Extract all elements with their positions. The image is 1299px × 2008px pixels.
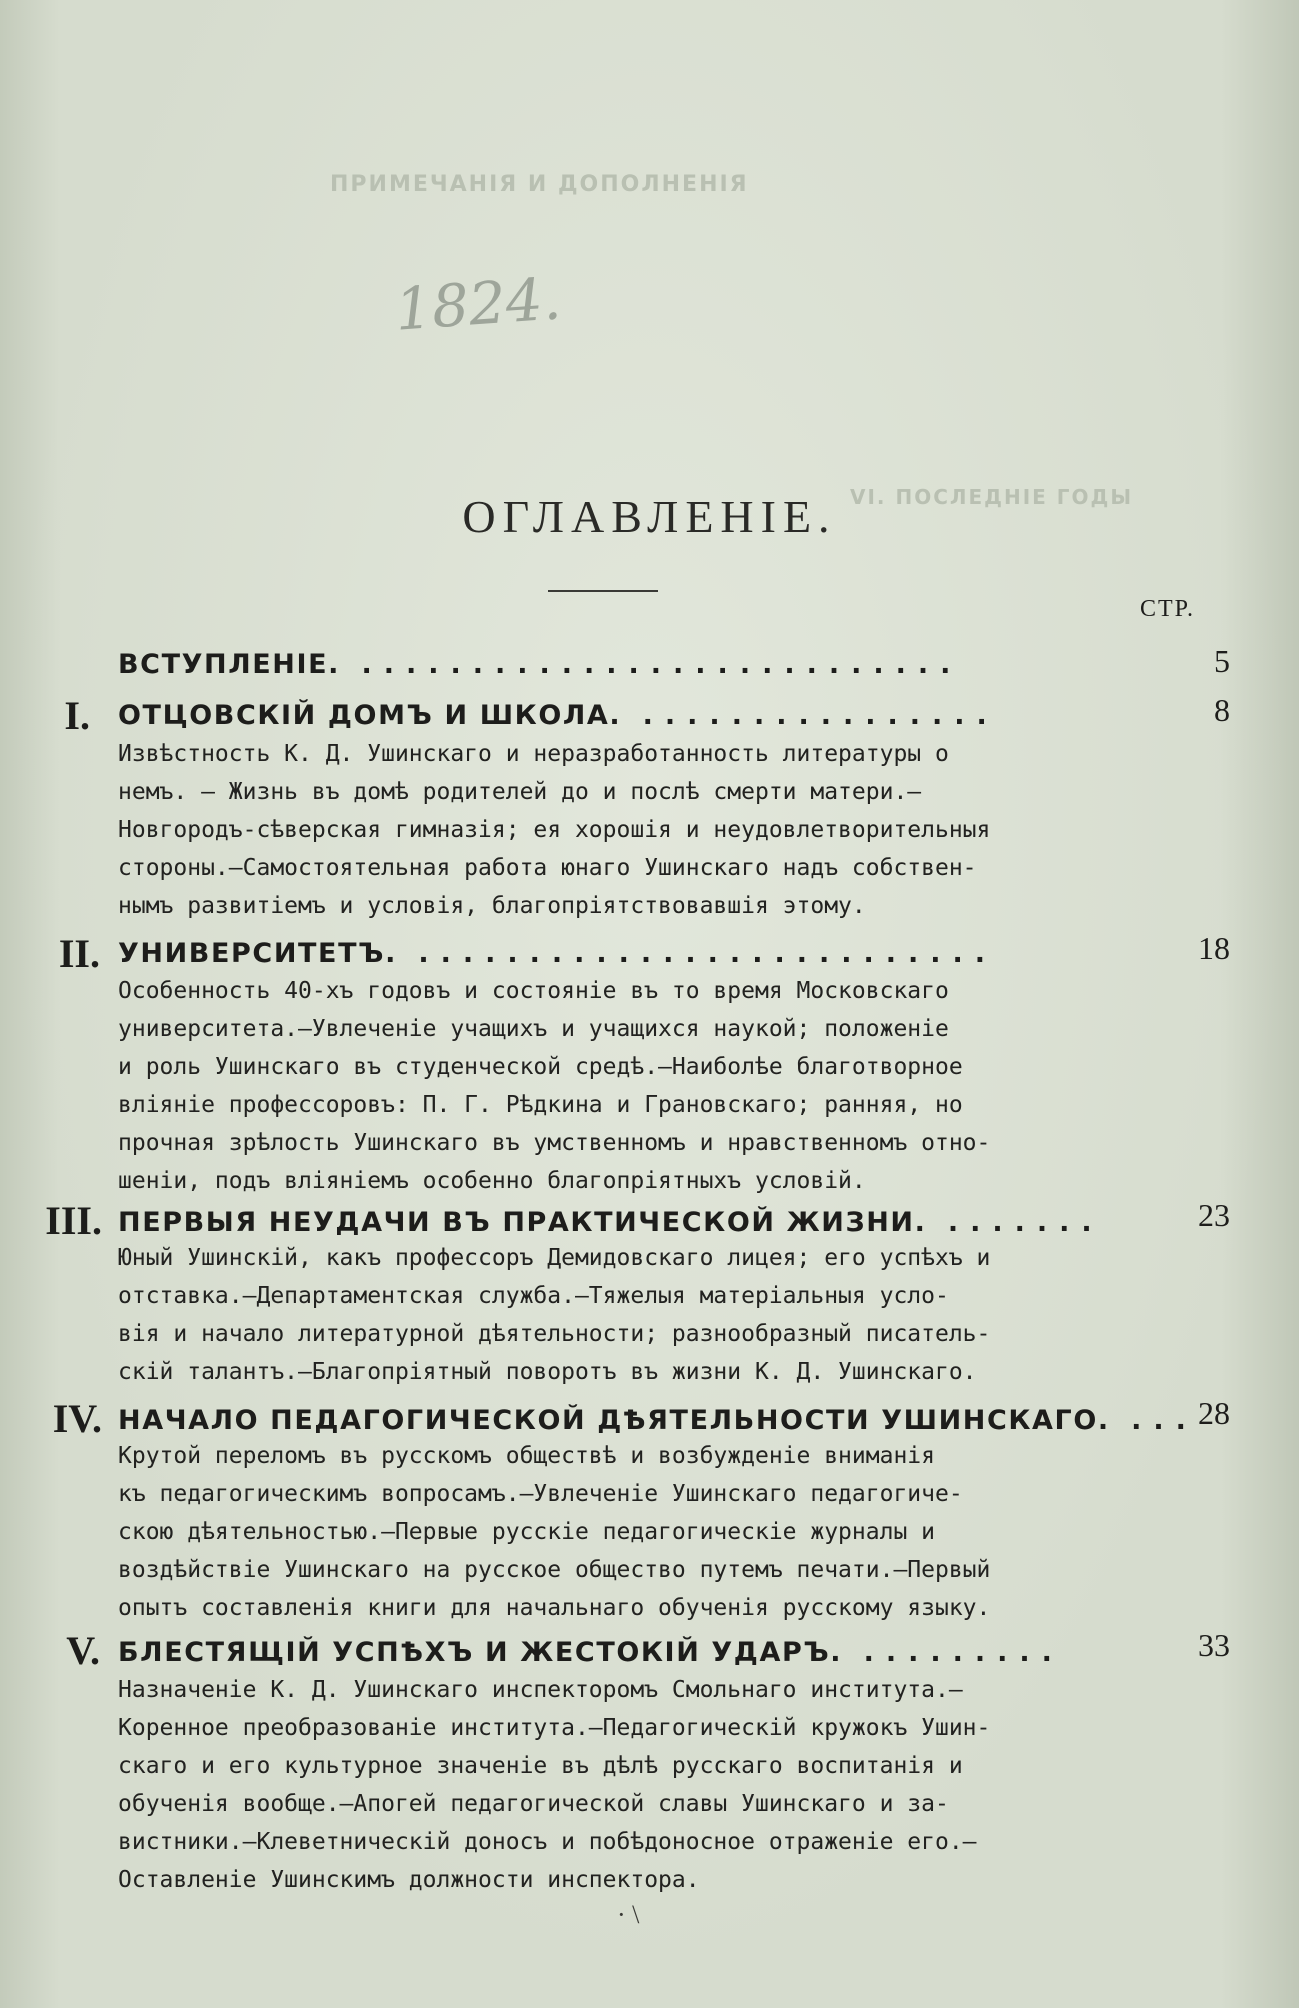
bleed-through-text-2: VI. ПОСЛЕДНІЕ ГОДЫ: [850, 485, 1134, 509]
chapter-heading: ПЕРВЫЯ НЕУДАЧИ ВЪ ПРАКТИЧЕСКОЙ ЖИЗНИ. .......: [118, 1207, 1104, 1238]
chapter-numeral: II.: [58, 931, 100, 976]
chapter-page-number: 18: [1198, 930, 1230, 966]
description-line: университета.—Увлеченіе учащихъ и учащихся наукой; положеніе: [118, 1016, 949, 1042]
description-line: скій талантъ.—Благопріятный поворотъ въ жизни К. Д. Ушинскаго.: [118, 1359, 977, 1385]
description-line: скою дѣятельностью.—Первые русскіе педагогическіе журналы и: [118, 1519, 935, 1545]
chapter-heading-text: ПЕРВЫЯ НЕУДАЧИ ВЪ ПРАКТИЧЕСКОЙ ЖИЗНИ.: [118, 1207, 927, 1238]
footer-mark: · \: [617, 1900, 640, 1929]
chapter-description: [118, 972, 1148, 1200]
chapter-numeral: III.: [45, 1198, 102, 1243]
chapter-heading: УНИВЕРСИТЕТЪ. ..........................: [118, 938, 998, 969]
chapter-description: [118, 1671, 1148, 1899]
description-line: прочная зрѣлость Ушинскаго въ умственномъ и нравственномъ отно-: [118, 1130, 991, 1156]
description-line: Коренное преобразованіе института.—Педагогическій кружокъ Ушин-: [118, 1715, 991, 1741]
description-line: нымъ развитіемъ и условія, благопріятствовавшія этому.: [118, 893, 866, 919]
chapter-heading-text: УНИВЕРСИТЕТЪ.: [118, 938, 397, 969]
bleed-through-text-1: ПРИМЕЧАНІЯ И ДОПОЛНЕНІЯ: [330, 172, 749, 197]
description-line: и роль Ушинскаго въ студенческой средѣ.—Наиболѣе благотворное: [118, 1054, 963, 1080]
chapter-heading-text: ОТЦОВСКІЙ ДОМЪ И ШКОЛА.: [118, 700, 622, 731]
description-line: Назначеніе К. Д. Ушинскаго инспекторомъ Смольнаго института.—: [118, 1677, 963, 1703]
description-line: стороны.—Самостоятельная работа юнаго Ушинскаго надъ собствен-: [118, 855, 977, 881]
description-line: къ педагогическимъ вопросамъ.—Увлеченіе Ушинскаго педагогиче-: [118, 1481, 963, 1507]
page-title: ОГЛАВЛЕНІЕ.: [462, 491, 837, 542]
description-line: Крутой переломъ въ русскомъ обществѣ и возбужденіе вниманія: [118, 1443, 935, 1469]
chapter-page-number: 28: [1198, 1395, 1230, 1431]
intro-page-number: 5: [1214, 643, 1230, 679]
intro-heading: ВСТУПЛЕНІЕ. ...........................: [118, 649, 963, 680]
handwritten-note: 1824.: [392, 264, 564, 344]
description-line: Юный Ушинскій, какъ профессоръ Демидовскаго лицея; его успѣхъ и: [118, 1245, 991, 1271]
chapter-numeral: I.: [64, 693, 90, 738]
chapter-heading-text: БЛЕСТЯЩІЙ УСПѢХЪ И ЖЕСТОКІЙ УДАРЪ.: [118, 1637, 843, 1668]
description-line: немъ. — Жизнь въ домѣ родителей до и послѣ смерти матери.—: [118, 779, 922, 805]
intro-label: ВСТУПЛЕНІЕ.: [118, 649, 341, 680]
chapter-heading: НАЧАЛО ПЕДАГОГИЧЕСКОЙ ДѢЯТЕЛЬНОСТИ УШИНСКАГО. ...: [118, 1405, 1198, 1436]
page-column-label: СТР.: [1140, 596, 1196, 622]
description-line: Новгородъ-сѣверская гимназія; ея хорошія и неудовлетворительныя: [118, 817, 991, 843]
chapter-page-number: 33: [1198, 1627, 1230, 1663]
chapter-heading: БЛЕСТЯЩІЙ УСПѢХЪ И ЖЕСТОКІЙ УДАРЪ. .........: [118, 1637, 1064, 1668]
chapter-numeral: V.: [66, 1628, 100, 1673]
chapter-description: [118, 1239, 1148, 1391]
chapter-heading: ОТЦОВСКІЙ ДОМЪ И ШКОЛА. ................: [118, 700, 999, 731]
description-line: Оставленіе Ушинскимъ должности инспектора.: [118, 1867, 700, 1893]
chapter-numeral: IV.: [52, 1396, 102, 1441]
description-line: вліяніе профессоровъ: П. Г. Рѣдкина и Грановскаго; ранняя, но: [118, 1092, 963, 1118]
description-line: вистники.—Клеветническій доносъ и побѣдоносное отраженіе его.—: [118, 1829, 977, 1855]
description-line: опытъ составленія книги для начальнаго обученія русскому языку.: [118, 1595, 991, 1621]
chapter-page-number: 23: [1198, 1197, 1230, 1233]
description-line: Особенность 40-хъ годовъ и состояніе въ то время Московскаго: [118, 978, 949, 1004]
description-line: обученія вообще.—Апогей педагогической славы Ушинскаго и за-: [118, 1791, 949, 1817]
title-rule: [548, 590, 658, 592]
description-line: скаго и его культурное значеніе въ дѣлѣ русскаго воспитанія и: [118, 1753, 963, 1779]
chapter-page-number: 8: [1214, 692, 1230, 728]
chapter-heading-text: НАЧАЛО ПЕДАГОГИЧЕСКОЙ ДѢЯТЕЛЬНОСТИ УШИНСКАГО.: [118, 1405, 1110, 1436]
chapter-description: [118, 735, 1148, 925]
description-line: шеніи, подъ вліяніемъ особенно благопріятныхъ условій.: [118, 1168, 866, 1194]
chapter-description: [118, 1437, 1148, 1627]
description-line: воздѣйствіе Ушинскаго на русское общество путемъ печати.—Первый: [118, 1557, 991, 1583]
description-line: отставка.—Департаментская служба.—Тяжелыя матеріальныя усло-: [118, 1283, 949, 1309]
description-line: вія и начало литературной дѣятельности; разнообразный писатель-: [118, 1321, 991, 1347]
description-line: Извѣстность К. Д. Ушинскаго и неразработанность литературы о: [118, 741, 949, 767]
